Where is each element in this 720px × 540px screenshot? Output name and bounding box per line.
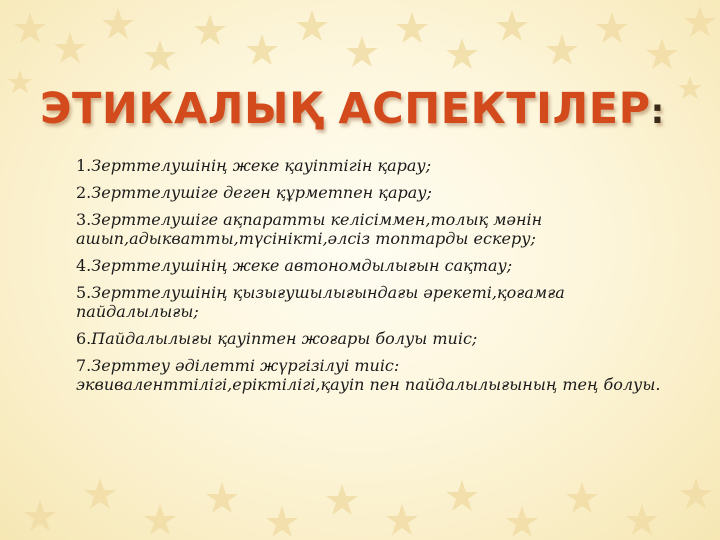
star-icon [506,506,538,537]
item-text: Зерттелушіге деген құрметпен қарау; [91,183,432,202]
list-item [76,329,666,348]
star-icon [566,482,598,513]
star-icon [144,40,176,71]
star-icon [678,76,702,99]
list-item [76,210,666,248]
list-item [76,283,666,321]
star-icon [546,34,578,65]
star-icon [144,504,176,535]
star-icon [626,504,658,535]
star-icon [346,36,378,67]
aspects-list [76,156,666,402]
star-icon [446,480,478,511]
item-number: 5. [76,283,92,302]
item-number: 7. [76,356,92,375]
slide-title-colon: : [650,92,665,132]
slide-title-text: ЭТИКАЛЫҚ АСПЕКТІЛЕР [40,84,651,134]
star-icon [54,32,86,63]
list-item [76,356,666,394]
item-text: Пайдалылығы қауіптен жоғары болуы тиіс; [91,329,478,348]
star-icon [680,478,712,509]
list-item [76,256,666,275]
star-icon [386,504,418,535]
star-icon [24,500,56,531]
slide-title [40,84,665,134]
star-icon [596,12,628,43]
item-number: 1. [76,156,92,175]
star-icon [496,10,528,41]
star-icon [246,34,278,65]
star-icon [446,38,478,69]
list-item [76,156,666,175]
star-icon [14,12,46,43]
star-icon [194,14,226,45]
item-text: Зерттеу әділетті жүргізілуі тиіс: эквиваленттілігі,еріктілігі,қауіп пен пайдалылығының тең болуы. [76,356,661,394]
star-icon [684,6,716,37]
item-text: Зерттелушінің жеке қауіптігін қарау; [91,156,432,175]
item-number: 6. [76,329,92,348]
star-icon [102,8,134,39]
star-icon [206,482,238,513]
item-number: 4. [76,256,92,275]
star-icon [326,484,358,515]
item-number: 3. [76,210,92,229]
star-icon [8,70,32,93]
list-item [76,183,666,202]
item-text: Зерттелушінің жеке автономдылығын сақтау; [91,256,513,275]
item-text: Зерттелушінің қызығушылығындағы әрекеті,қоғамға пайдалылығы; [76,283,565,321]
star-icon [84,478,116,509]
star-icon [296,10,328,41]
item-number: 2. [76,183,92,202]
star-icon [646,38,678,69]
item-text: Зерттелушіге ақпаратты келісіммен,толық мәнін ашып,адыкватты,түсінікті,әлсіз топтарды ескеру; [76,210,543,248]
star-icon [266,506,298,537]
star-icon [396,12,428,43]
